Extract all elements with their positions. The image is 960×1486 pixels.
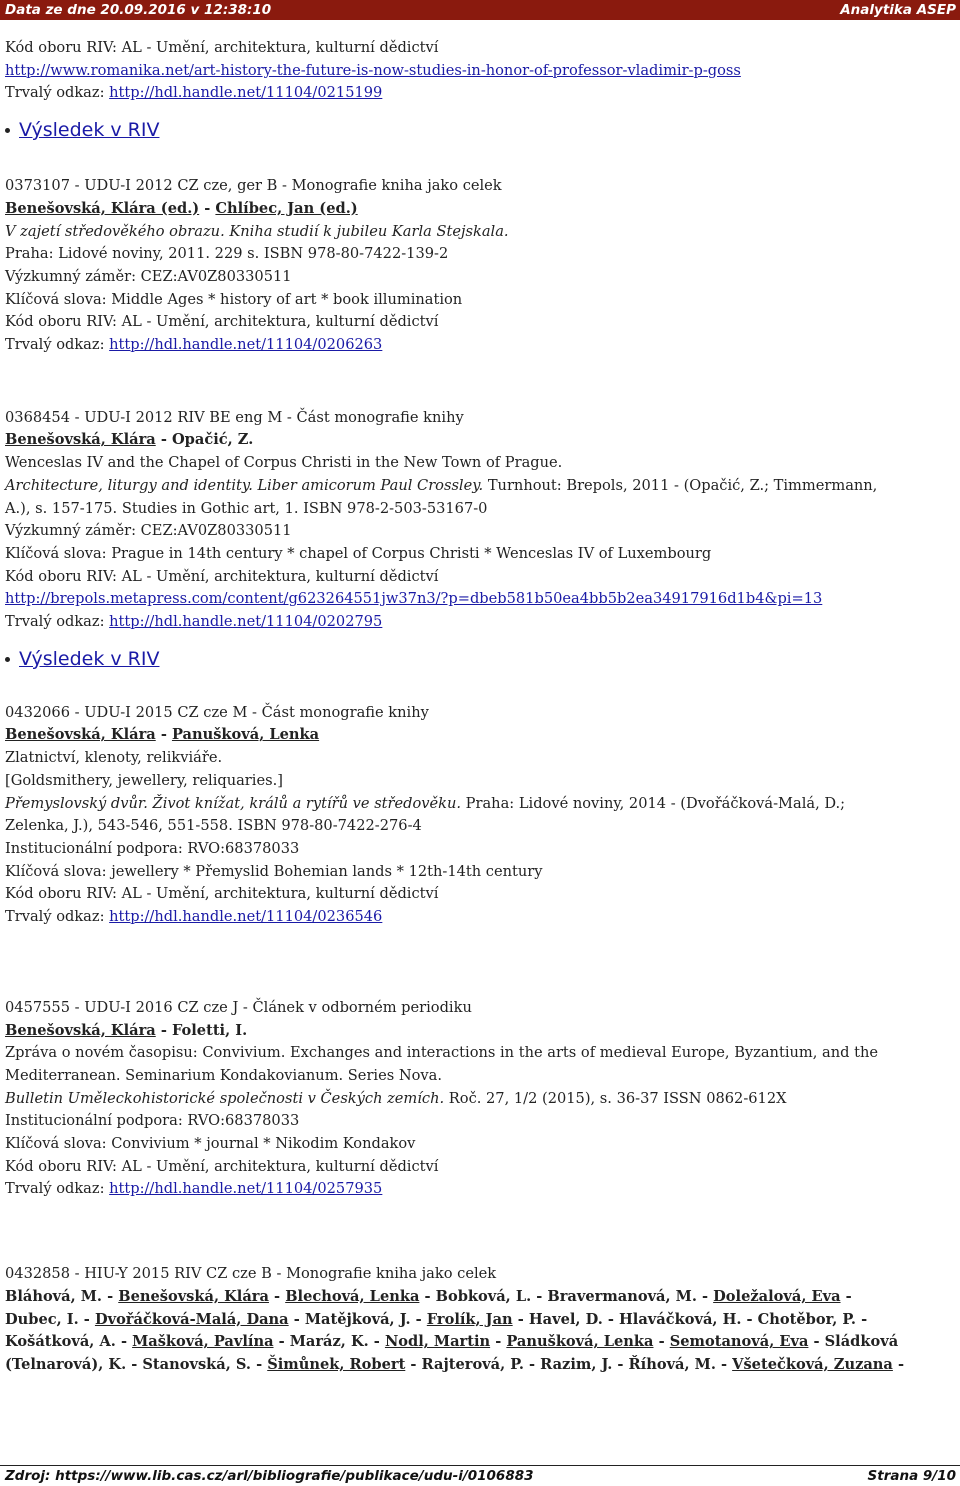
permalink[interactable]: http://hdl.handle.net/11104/0202795 bbox=[109, 613, 383, 631]
riv-result-link[interactable]: Výsledek v RIV bbox=[19, 119, 160, 142]
record-authors: Bláhová, M. - Benešovská, Klára - Blechová, Lenka - Bobková, L. - Bravermanová, M. - Doležalová, Eva - Dubec, I. - Dvořáčková-Malá, Dana - Matějková, J. - Frolík, Jan - Havel, D. - Hlaváčková, H. - Chotěbor, P. - Košátková, A. - Mašková, Pavlína - Maráz, K. - Nodl, Martin - Panušková, Lenka - Semotanová, Eva - Sládková (Telnarová), K. - Stanovská, S. - Šimůnek, Robert - Rajterová, P. - Razim, J. - Říhová, M. - Všetečková, Zuzana - bbox=[5, 1287, 905, 1373]
record-title: Zpráva o novém časopisu: Convivium. Exchanges and interactions in the arts of medieval Europe, Byzantium, and the bbox=[5, 1044, 878, 1062]
record-title: Zlatnictví, klenoty, relikviáře. bbox=[5, 749, 223, 767]
record-authors: Benešovská, Klára - Opačić, Z. bbox=[5, 431, 254, 449]
record-publication: Architecture, liturgy and identity. Liber amicorum Paul Crossley. Turnhout: Brepols, 2011 - (Opačić, Z.; Timmermann, bbox=[5, 476, 878, 494]
record-support: Institucionální podpora: RVO:68378033 bbox=[5, 839, 300, 857]
field-kod-oboru: Kód oboru RIV: AL - Umění, architektura, kulturní dědictví bbox=[5, 39, 439, 56]
record-publication: Praha: Lidové noviny, 2011. 229 s. ISBN 978-80-7422-139-2 bbox=[5, 245, 449, 263]
record-authors: Benešovská, Klára - Panušková, Lenka bbox=[5, 726, 320, 744]
permalink[interactable]: http://hdl.handle.net/11104/0236546 bbox=[109, 908, 383, 926]
record-title-en: [Goldsmithery, jewellery, reliquaries.] bbox=[5, 771, 283, 789]
record-keywords: Klíčová slova: Convivium * journal * Nikodim Kondakov bbox=[5, 1135, 416, 1153]
record-heading: 0432858 - HIU-Y 2015 RIV CZ cze B - Monografie kniha jako celek bbox=[5, 1265, 497, 1283]
page-header bbox=[0, 0, 960, 20]
permalink-row: Trvalý odkaz: http://hdl.handle.net/11104/0202795 bbox=[5, 613, 383, 631]
header-title: Analytika ASEP bbox=[840, 2, 956, 18]
record-0432858 bbox=[5, 1263, 955, 1377]
record-0373107 bbox=[5, 175, 955, 357]
author-link[interactable]: Šimůnek, Robert bbox=[267, 1355, 406, 1373]
permalink[interactable]: http://hdl.handle.net/11104/0257935 bbox=[109, 1180, 383, 1198]
record-title: Wenceslas IV and the Chapel of Corpus Christi in the New Town of Prague. bbox=[5, 454, 563, 472]
author-link[interactable]: Blechová, Lenka bbox=[285, 1287, 420, 1305]
author-link[interactable]: Mašková, Pavlína bbox=[132, 1333, 274, 1351]
record-field-code: Kód oboru RIV: AL - Umění, architektura, kulturní dědictví bbox=[5, 885, 439, 903]
external-link[interactable]: http://brepols.metapress.com/content/g623264551jw37n3/?p=dbeb581b50ea4bb5b2ea34917916d1b4&pi=13 bbox=[5, 590, 823, 608]
author-link[interactable]: Benešovská, Klára bbox=[5, 431, 156, 449]
record-title: V zajetí středověkého obrazu. Kniha studií k jubileu Karla Stejskala. bbox=[5, 222, 509, 240]
author-link[interactable]: Všetečková, Zuzana bbox=[732, 1355, 893, 1373]
record-publication: Přemyslovský dvůr. Život knížat, králů a rytířů ve středověku. Praha: Lidové noviny, 2014 - (Dvořáčková-Malá, D.; bbox=[5, 794, 846, 812]
permalink[interactable]: http://hdl.handle.net/11104/0215199 bbox=[109, 84, 383, 102]
author-link[interactable]: Benešovská, Klára bbox=[118, 1287, 269, 1305]
record-heading: 0457555 - UDU-I 2016 CZ cze J - Článek v odborném periodiku bbox=[5, 998, 472, 1016]
record-research-plan: Výzkumný záměr: CEZ:AV0Z80330511 bbox=[5, 522, 292, 540]
author-link[interactable]: Benešovská, Klára (ed.) bbox=[5, 199, 200, 217]
riv-result-item bbox=[5, 646, 955, 672]
record-field-code: Kód oboru RIV: AL - Umění, architektura, kulturní dědictví bbox=[5, 313, 439, 331]
record-heading: 0373107 - UDU-I 2012 CZ cze, ger B - Monografie kniha jako celek bbox=[5, 177, 502, 195]
riv-result-item bbox=[5, 117, 955, 143]
author-link[interactable]: Panušková, Lenka bbox=[171, 726, 320, 744]
permalink-row: Trvalý odkaz: http://hdl.handle.net/11104/0215199 bbox=[5, 84, 383, 102]
record-field-code: Kód oboru RIV: AL - Umění, architektura, kulturní dědictví bbox=[5, 567, 439, 585]
record-field-code: Kód oboru RIV: AL - Umění, architektura, kulturní dědictví bbox=[5, 1157, 439, 1175]
record-keywords: Klíčová slova: jewellery * Přemyslid Bohemian lands * 12th-14th century bbox=[5, 862, 543, 880]
record-keywords: Klíčová slova: Prague in 14th century * chapel of Corpus Christi * Wenceslas IV of Luxembourg bbox=[5, 544, 712, 562]
author-link[interactable]: Doležalová, Eva bbox=[713, 1287, 841, 1305]
author-link[interactable]: Chlíbec, Jan (ed.) bbox=[215, 199, 358, 217]
author-link[interactable]: Benešovská, Klára bbox=[5, 726, 156, 744]
record-research-plan: Výzkumný záměr: CEZ:AV0Z80330511 bbox=[5, 267, 292, 285]
record-0457555 bbox=[5, 997, 955, 1201]
record-publication-cont: A.), s. 157-175. Studies in Gothic art, 1. ISBN 978-2-503-53167-0 bbox=[5, 499, 488, 517]
record-0368454 bbox=[5, 407, 955, 634]
record-heading: 0368454 - UDU-I 2012 RIV BE eng M - Část monografie knihy bbox=[5, 408, 464, 426]
record-keywords: Klíčová slova: Middle Ages * history of art * book illumination bbox=[5, 290, 463, 308]
record-authors: Benešovská, Klára (ed.) - Chlíbec, Jan (ed.) bbox=[5, 199, 358, 217]
author-link[interactable]: Panušková, Lenka bbox=[506, 1333, 654, 1351]
author-link[interactable]: Semotanová, Eva bbox=[669, 1333, 809, 1351]
permalink-row: Trvalý odkaz: http://hdl.handle.net/11104/0236546 bbox=[5, 908, 383, 926]
riv-result-link[interactable]: Výsledek v RIV bbox=[19, 647, 160, 670]
document-body bbox=[5, 37, 955, 1377]
record-title-cont: Mediterranean. Seminarium Kondakovianum. Series Nova. bbox=[5, 1066, 442, 1084]
permalink-row: Trvalý odkaz: http://hdl.handle.net/11104/0257935 bbox=[5, 1180, 383, 1198]
author-link[interactable]: Benešovská, Klára bbox=[5, 1021, 156, 1039]
record-heading: 0432066 - UDU-I 2015 CZ cze M - Část monografie knihy bbox=[5, 703, 429, 721]
external-link[interactable]: http://www.romanika.net/art-history-the-future-is-now-studies-in-honor-of-professor-vladimir-p-goss bbox=[5, 61, 741, 79]
page-number: Strana 9/10 bbox=[867, 1468, 956, 1484]
record-0432066 bbox=[5, 702, 955, 929]
record-support: Institucionální podpora: RVO:68378033 bbox=[5, 1112, 300, 1130]
author-link[interactable]: Dvořáčková-Malá, Dana bbox=[94, 1310, 289, 1328]
permalink-row: Trvalý odkaz: http://hdl.handle.net/11104/0206263 bbox=[5, 336, 383, 354]
record-publication-cont: Zelenka, J.), 543-546, 551-558. ISBN 978-80-7422-276-4 bbox=[5, 817, 422, 835]
record-authors: Benešovská, Klára - Foletti, I. bbox=[5, 1021, 248, 1039]
author-link[interactable]: Nodl, Martin bbox=[384, 1333, 491, 1351]
author-link[interactable]: Frolík, Jan bbox=[426, 1310, 513, 1328]
footer-source: Zdroj: https://www.lib.cas.cz/arl/bibliografie/publikace/udu-i/0106883 bbox=[5, 1468, 534, 1484]
header-date: Data ze dne 20.09.2016 v 12:38:10 bbox=[5, 2, 272, 18]
permalink[interactable]: http://hdl.handle.net/11104/0206263 bbox=[109, 336, 383, 354]
record-journal: Bulletin Uměleckohistorické společnosti v Českých zemích. Roč. 27, 1/2 (2015), s. 36-37 ISSN 0862-612X bbox=[5, 1089, 787, 1107]
page-footer bbox=[0, 1465, 960, 1486]
